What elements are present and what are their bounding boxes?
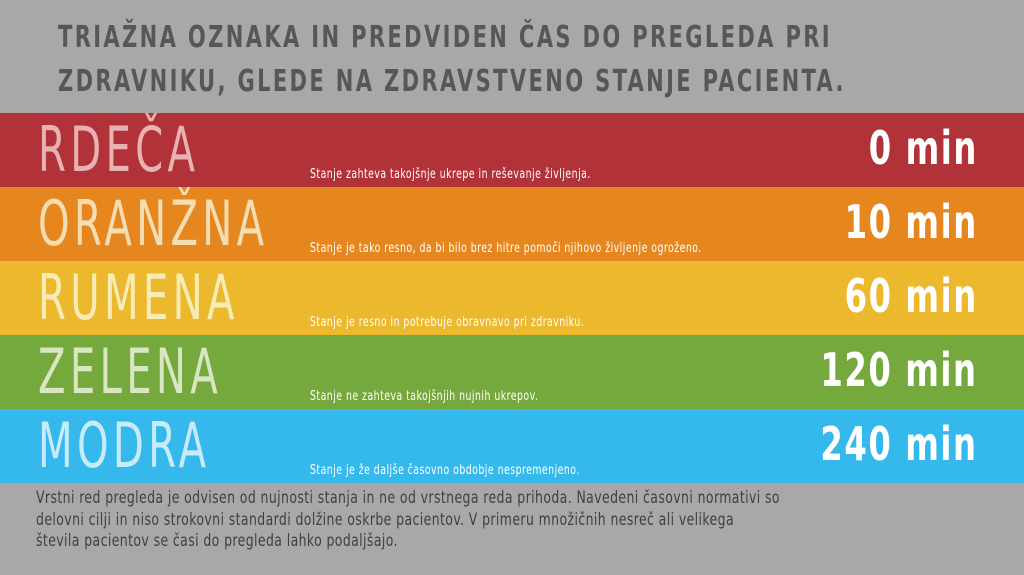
triage-level-description: Stanje je že daljše časovno obdobje nespremenjeno. xyxy=(310,463,580,478)
triage-level-time: 0 min xyxy=(868,121,978,175)
footnote-line: Vrstni red pregleda je odvisen od nujnosti stanja in ne od vrstnega reda prihoda. Navedeni časovni normativi so xyxy=(36,488,780,508)
triage-level-description: Stanje zahteva takojšnje ukrepe in reševanje življenja. xyxy=(310,167,591,182)
page-title xyxy=(58,16,846,104)
triage-level-name: ORANŽNA xyxy=(38,187,269,260)
triage-levels xyxy=(0,113,1024,483)
triage-level-name: RDEČA xyxy=(38,113,200,186)
triage-row-orange xyxy=(0,187,1024,261)
footnote-line: števila pacientov se časi do pregleda lahko podaljšajo. xyxy=(36,531,398,551)
triage-level-time: 60 min xyxy=(844,269,978,323)
triage-level-description: Stanje ne zahteva takojšnjih nujnih ukrepov. xyxy=(310,389,539,404)
triage-row-red xyxy=(0,113,1024,187)
title-line-1: TRIAŽNA OZNAKA IN PREDVIDEN ČAS DO PREGLEDA PRI xyxy=(58,20,832,55)
triage-level-name: RUMENA xyxy=(38,261,239,334)
triage-row-yellow xyxy=(0,261,1024,335)
footnote-line: delovni cilji in niso strokovni standardi dolžine oskrbe pacientov. V primeru množičnih nesreč ali velikega xyxy=(36,509,735,530)
footnote xyxy=(36,488,933,553)
triage-level-time: 10 min xyxy=(844,195,978,249)
triage-level-time: 120 min xyxy=(820,343,978,397)
triage-level-name: MODRA xyxy=(38,409,211,482)
triage-level-time: 240 min xyxy=(820,417,978,471)
triage-level-name: ZELENA xyxy=(38,335,223,408)
title-line-2: ZDRAVNIKU, GLEDE NA ZDRAVSTVENO STANJE PACIENTA. xyxy=(58,64,846,99)
triage-level-description: Stanje je resno in potrebuje obravnavo pri zdravniku. xyxy=(310,315,585,330)
triage-row-blue xyxy=(0,409,1024,483)
triage-level-description: Stanje je tako resno, da bi bilo brez hitre pomoči njihovo življenje ogroženo. xyxy=(310,241,702,256)
triage-row-green xyxy=(0,335,1024,409)
